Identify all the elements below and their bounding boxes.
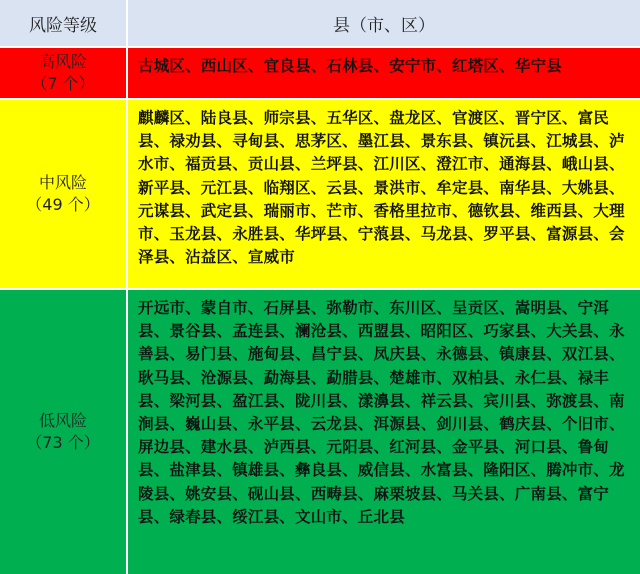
header-counties: 县（市、区）	[128, 0, 640, 46]
high-risk-count: （7 个）	[31, 74, 95, 93]
medium-risk-count: （49 个）	[26, 195, 100, 214]
low-risk-count: （73 个）	[26, 433, 100, 452]
high-risk-level-cell	[0, 46, 128, 98]
medium-risk-label: 中风险	[38, 173, 87, 193]
medium-risk-counties: 麒麟区、陆良县、师宗县、五华区、盘龙区、官渡区、晋宁区、富民县、禄劝县、寻甸县、思茅区、墨江县、景东县、镇沅县、江城县、泸水市、福贡县、贡山县、兰坪县、江川区、澄江市、通海县、峨山县、新平县、元江县、临翔区、云县、景洪市、牟定县、南华县、大姚县、元谋县、武定县、瑞丽市、芒市、香格里拉市、德钦县、维西县、大理市、玉龙县、永胜县、华坪县、宁蒗县、马龙县、罗平县、富源县、会泽县、沾益区、宣威市	[128, 98, 640, 288]
low-risk-level-cell	[0, 288, 128, 574]
high-risk-label: 高风险	[38, 52, 87, 72]
header-risk-level: 风险等级	[0, 0, 128, 46]
low-risk-label: 低风险	[38, 411, 87, 431]
high-risk-counties: 古城区、西山区、宜良县、石林县、安宁市、红塔区、华宁县	[128, 46, 640, 98]
low-risk-counties: 开远市、蒙自市、石屏县、弥勒市、东川区、呈贡区、嵩明县、宁洱县、景谷县、孟连县、澜沧县、西盟县、昭阳区、巧家县、大关县、永善县、易门县、施甸县、昌宁县、凤庆县、永德县、镇康县、双江县、耿马县、沧源县、勐海县、勐腊县、楚雄市、双柏县、永仁县、禄丰县、梁河县、盈江县、陇川县、漾濞县、祥云县、宾川县、弥渡县、南涧县、巍山县、永平县、云龙县、洱源县、剑川县、鹤庆县、个旧市、屏边县、建水县、泸西县、元阳县、红河县、金平县、河口县、鲁甸县、盐津县、镇雄县、彝良县、威信县、水富县、隆阳区、腾冲市、龙陵县、姚安县、砚山县、西畴县、麻栗坡县、马关县、广南县、富宁县、绿春县、绥江县、文山市、丘北县	[128, 288, 640, 574]
medium-risk-level-cell	[0, 98, 128, 288]
